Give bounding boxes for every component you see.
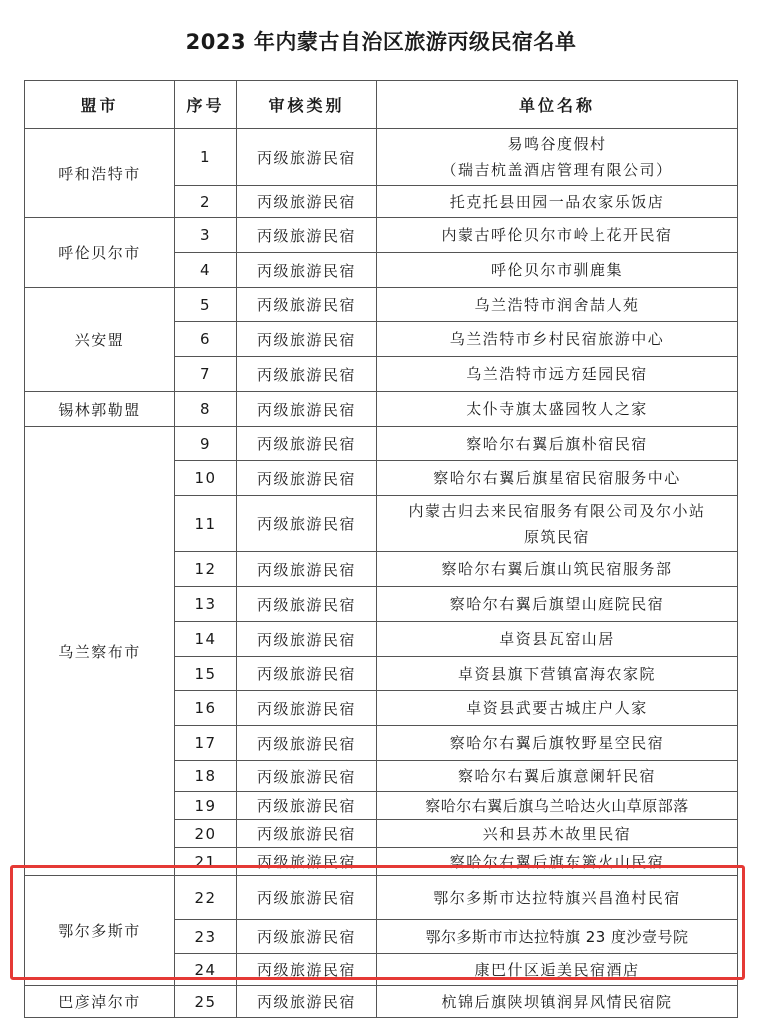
header-city: 盟市 xyxy=(25,81,175,129)
unit-name-cell: 察哈尔右翼后旗朴宿民宿 xyxy=(377,427,738,461)
unit-name-cell: 康巴什区逅美民宿酒店 xyxy=(377,954,738,986)
unit-name-cell: 卓资县旗下营镇富海农家院 xyxy=(377,657,738,691)
city-cell: 鄂尔多斯市 xyxy=(25,876,175,986)
number-cell: 2 xyxy=(175,186,237,218)
category-cell: 丙级旅游民宿 xyxy=(237,792,377,820)
unit-name-cell: 察哈尔右翼后旗牧野星空民宿 xyxy=(377,726,738,761)
unit-name-line: 原筑民宿 xyxy=(523,527,590,546)
header-row xyxy=(25,81,738,129)
category-cell: 丙级旅游民宿 xyxy=(237,218,377,253)
category-cell: 丙级旅游民宿 xyxy=(237,288,377,322)
table-row xyxy=(25,218,738,253)
category-cell: 丙级旅游民宿 xyxy=(237,920,377,954)
unit-name-cell: 内蒙古呼伦贝尔市岭上花开民宿 xyxy=(377,218,738,253)
unit-name-cell: 鄂尔多斯市市达拉特旗 23 度沙壹号院 xyxy=(377,920,738,954)
category-cell: 丙级旅游民宿 xyxy=(237,357,377,392)
unit-name-cell: 兴和县苏木故里民宿 xyxy=(377,820,738,848)
category-cell: 丙级旅游民宿 xyxy=(237,954,377,986)
number-cell: 7 xyxy=(175,357,237,392)
unit-name-line: 易鸣谷度假村 xyxy=(507,135,607,153)
category-cell: 丙级旅游民宿 xyxy=(237,461,377,496)
unit-name-cell: 鄂尔多斯市达拉特旗兴昌渔村民宿 xyxy=(377,876,738,920)
category-cell: 丙级旅游民宿 xyxy=(237,427,377,461)
unit-name-cell: 察哈尔右翼后旗乌兰哈达火山草原部落 xyxy=(377,792,738,820)
unit-name-cell: 托克托县田园一品农家乐饭店 xyxy=(377,186,738,218)
number-cell: 21 xyxy=(175,848,237,876)
number-cell: 23 xyxy=(175,920,237,954)
category-cell: 丙级旅游民宿 xyxy=(237,848,377,876)
city-cell: 呼伦贝尔市 xyxy=(25,218,175,288)
number-cell: 13 xyxy=(175,587,237,622)
table-row xyxy=(25,392,738,427)
number-cell: 4 xyxy=(175,253,237,288)
unit-name-cell: 察哈尔右翼后旗东篱火山民宿 xyxy=(377,848,738,876)
city-cell: 巴彦淖尔市 xyxy=(25,986,175,1018)
document-title: 2023 年内蒙古自治区旅游丙级民宿名单 xyxy=(185,30,577,54)
category-cell: 丙级旅游民宿 xyxy=(237,552,377,587)
unit-name-cell: 乌兰浩特市乡村民宿旅游中心 xyxy=(377,322,738,357)
unit-name-cell: 乌兰浩特市润舍喆人苑 xyxy=(377,288,738,322)
table-row xyxy=(25,986,738,1018)
number-cell: 6 xyxy=(175,322,237,357)
table-row xyxy=(25,129,738,186)
category-cell: 丙级旅游民宿 xyxy=(237,761,377,792)
unit-name-cell: 乌兰浩特市远方廷园民宿 xyxy=(377,357,738,392)
unit-name-cell xyxy=(377,129,738,186)
table-row xyxy=(25,876,738,920)
unit-name-line: （瑞吉杭盖酒店管理有限公司） xyxy=(441,161,673,179)
unit-name-cell: 卓资县瓦窑山居 xyxy=(377,622,738,657)
number-cell: 20 xyxy=(175,820,237,848)
unit-name-cell: 杭锦后旗陕坝镇润昇风情民宿院 xyxy=(377,986,738,1018)
table-row xyxy=(25,288,738,322)
number-cell: 15 xyxy=(175,657,237,691)
unit-name-cell xyxy=(377,496,738,552)
category-cell: 丙级旅游民宿 xyxy=(237,726,377,761)
number-cell: 14 xyxy=(175,622,237,657)
category-cell: 丙级旅游民宿 xyxy=(237,322,377,357)
category-cell: 丙级旅游民宿 xyxy=(237,657,377,691)
number-cell: 16 xyxy=(175,691,237,726)
category-cell: 丙级旅游民宿 xyxy=(237,392,377,427)
number-cell: 8 xyxy=(175,392,237,427)
category-cell: 丙级旅游民宿 xyxy=(237,129,377,186)
table-row xyxy=(25,427,738,461)
unit-name-cell: 呼伦贝尔市驯鹿集 xyxy=(377,253,738,288)
city-cell: 兴安盟 xyxy=(25,288,175,392)
header-number: 序号 xyxy=(175,81,237,129)
number-cell: 3 xyxy=(175,218,237,253)
unit-name-cell: 察哈尔右翼后旗意阑轩民宿 xyxy=(377,761,738,792)
header-category: 审核类别 xyxy=(237,81,377,129)
unit-name-cell: 察哈尔右翼后旗望山庭院民宿 xyxy=(377,587,738,622)
unit-name-cell: 太仆寺旗太盛园牧人之家 xyxy=(377,392,738,427)
number-cell: 12 xyxy=(175,552,237,587)
unit-name-cell: 察哈尔右翼后旗山筑民宿服务部 xyxy=(377,552,738,587)
unit-name-cell: 察哈尔右翼后旗星宿民宿服务中心 xyxy=(377,461,738,496)
category-cell: 丙级旅游民宿 xyxy=(237,496,377,552)
number-cell: 25 xyxy=(175,986,237,1018)
unit-name-cell: 卓资县武要古城庄户人家 xyxy=(377,691,738,726)
city-cell: 呼和浩特市 xyxy=(25,129,175,218)
number-cell: 24 xyxy=(175,954,237,986)
number-cell: 11 xyxy=(175,496,237,552)
number-cell: 10 xyxy=(175,461,237,496)
unit-name-line: 内蒙古归去来民宿服务有限公司及尔小站 xyxy=(408,501,706,520)
number-cell: 5 xyxy=(175,288,237,322)
category-cell: 丙级旅游民宿 xyxy=(237,691,377,726)
city-cell: 乌兰察布市 xyxy=(25,427,175,876)
category-cell: 丙级旅游民宿 xyxy=(237,820,377,848)
number-cell: 1 xyxy=(175,129,237,186)
number-cell: 19 xyxy=(175,792,237,820)
city-cell: 锡林郭勒盟 xyxy=(25,392,175,427)
category-cell: 丙级旅游民宿 xyxy=(237,876,377,920)
category-cell: 丙级旅游民宿 xyxy=(237,622,377,657)
category-cell: 丙级旅游民宿 xyxy=(237,587,377,622)
number-cell: 17 xyxy=(175,726,237,761)
number-cell: 18 xyxy=(175,761,237,792)
category-cell: 丙级旅游民宿 xyxy=(237,253,377,288)
header-unit-name: 单位名称 xyxy=(377,81,738,129)
homestay-table xyxy=(24,80,738,1018)
category-cell: 丙级旅游民宿 xyxy=(237,186,377,218)
number-cell: 9 xyxy=(175,427,237,461)
number-cell: 22 xyxy=(175,876,237,920)
category-cell: 丙级旅游民宿 xyxy=(237,986,377,1018)
